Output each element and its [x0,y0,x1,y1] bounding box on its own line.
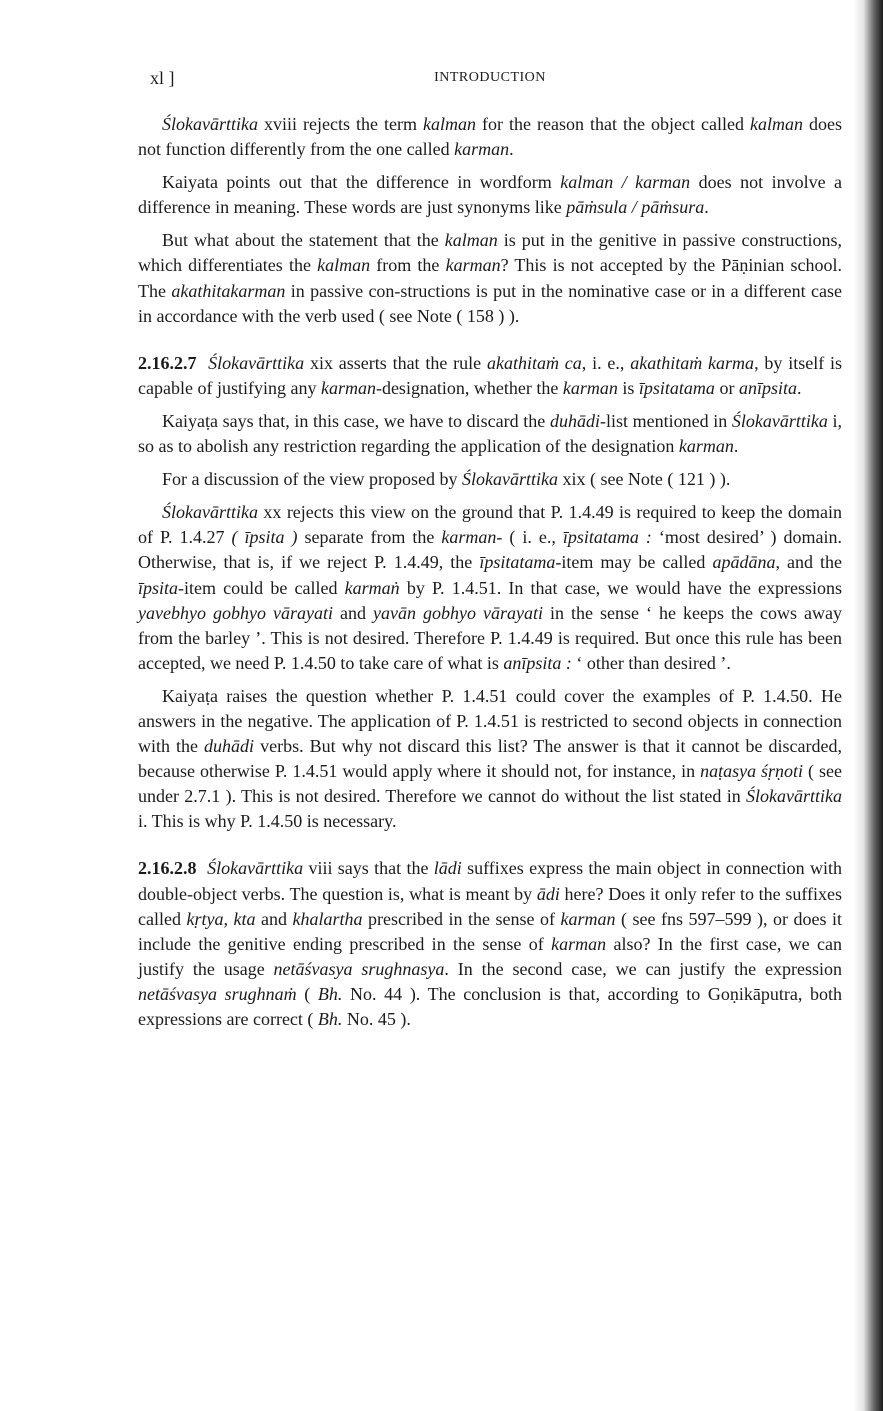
p9-s1: Ślokavārttika [207,858,304,879]
page-edge-shadow [853,0,883,1411]
page-number: xl ] [150,68,175,88]
p7-s10: -item may be called [555,552,713,573]
p2-s4: pāṁsula / pāṁsura [566,197,705,218]
p3-s4: kalman [317,255,371,276]
p4-s6: , by itself is capable of justifying any [138,352,843,398]
p5-s7: . [733,436,739,457]
p5-s2: duhādi [549,410,600,431]
p7-s22: ‘ other than desired ’. [571,652,731,673]
p8-s4: naṭasya śṛṇoti [700,761,804,782]
p9-s11: karman [560,908,616,929]
p5-s4: Ślokavārttika [731,410,828,431]
p9-s7: kṛtya, kta [186,908,256,929]
p2-s3: does not involve a difference in meaning. These words are just synonyms like [138,172,843,218]
p7-s13: īpsita [138,577,179,598]
p9-s2: viii says that the [303,858,434,879]
p7-s3: ( īpsita ) [231,527,298,548]
p7-s2: xx rejects this view on the ground that P. 1.4.49 is required to keep the domain of P. 1.4.27 [138,502,842,548]
p7-s8: ‘most desired’ ) domain. Otherwise, that is, if we reject P. 1.4.49, the [138,527,842,573]
p7-s7: īpsitatama : [562,527,652,548]
p3-s5: from the [370,255,446,276]
p2-s2: kalman / karman [560,172,691,193]
p7-s5: karman- [441,527,503,548]
p8-s6: Ślokavārttika [746,786,842,807]
p4-s9: karman [562,377,618,398]
p7-s4: separate from the [297,527,442,548]
p4-s3: akathitaṁ ca [486,352,582,373]
p9-s19: Bh. [317,983,343,1004]
p1-s6: does not function differently from the one called [138,114,843,160]
p7-s21: anīpsita : [503,652,572,673]
body-text [138,112,842,1032]
p3-s3: is put in the genitive in passive constructions, which differentiates the [138,230,842,276]
p3-s2: kalman [444,230,498,251]
p7-s1: Ślokavārttika [162,502,258,523]
p3-s6: karman [445,255,501,276]
p3-s1: But what about the statement that the [162,230,445,251]
paragraph-7 [138,500,842,676]
p6-s3: xix ( see Note ( 121 ) ). [557,469,731,490]
paragraph-8 [138,684,842,835]
p3-s8: akathitakarman [171,280,286,301]
p5-s6: karman [678,436,734,457]
paragraph-3 [138,228,842,328]
section-number: 2.16.2.8 [138,858,197,879]
p4-s11: īpsitatama [638,377,715,398]
p7-s14: -item could be called [178,577,345,598]
p8-s7: i. This is why P. 1.4.50 is necessary. [138,811,397,832]
p4-s1: Ślokavārttika [208,352,305,373]
p3-s9: in passive con-structions is put in the nominative case or in a different case in accordance with the verb used ( see Note ( 158 ) ). [138,280,842,326]
paragraph-2 [138,170,842,220]
p8-s1: Kaiyaṭa raises the question whether P. 1.4.51 could cover the examples of P. 1.4.50. He answers in the negative. The application of P. 1.4.51 is restricted to second objects in connection with the [138,685,842,757]
p9-s13: karman [551,933,607,954]
p4-s2: xix asserts that the rule [304,352,487,373]
p7-s16: by P. 1.4.51. In that case, we would have the expressions [399,577,843,598]
p9-s18: ( [296,983,318,1004]
p8-s3: verbs. But why not discard this list? The answer is that it cannot be discarded, because otherwise P. 1.4.51 would apply where it should not, for instance, in [138,736,842,782]
running-title: INTRODUCTION [434,70,546,85]
p4-s12: or [714,377,739,398]
p7-s9: īpsitatama [479,552,556,573]
p7-s15: karmaṅ [344,577,400,598]
p1-s4: for the reason that the object called [476,114,750,134]
p1-s3: kalman [423,114,476,134]
p9-s15: netāśvasya srughnasya [273,958,445,979]
p7-s18: and [332,602,373,623]
section-2-16-2-7 [138,351,842,401]
p2-s1: Kaiyata points out that the difference in wordform [162,172,561,193]
p4-s10: is [617,377,639,398]
p9-s5: ādi [536,883,560,904]
p1-s8: . [509,139,514,160]
running-head [150,68,842,92]
p9-s10: prescribed in the sense of [362,908,561,929]
p7-s20: in the sense ‘ he keeps the cows away from the barley ’. This is not desired. Therefore P. 1.4.49 is required. But once this rule has been accepted, we need P. 1.4.50 to take care of what is [138,602,842,673]
p9-s6: here? Does it only refer to the suffixes called [138,883,842,929]
p7-s6: ( i. e., [502,527,563,548]
p4-s8: -designation, whether the [375,377,563,398]
p1-s7: karman [454,139,510,160]
p9-s17: netāśvasya srughnaṁ [138,983,297,1004]
p7-s12: , and the [775,552,843,573]
p2-s5: . [704,197,709,218]
p5-s1: Kaiyaṭa says that, in this case, we have to discard the [162,410,550,431]
p4-s13: anīpsita [738,377,797,398]
p5-s3: -list mentioned in [599,410,732,431]
p8-s5: ( see under 2.7.1 ). This is not desired. Therefore we cannot do without the list stated in [138,761,842,807]
p9-s16: . In the second case, we can justify the expression [444,958,842,979]
p1-s2: xviii rejects the term [257,114,423,134]
paragraph-5 [138,409,842,459]
p8-s2: duhādi [204,736,255,757]
section-2-16-2-8 [138,856,842,1032]
p9-s4: suffixes express the main object in connection with double-object verbs. The question is, what is meant by [138,858,842,904]
p7-s19: yavān gobhyo vārayati [372,602,543,623]
p5-s5: i, so as to abolish any restriction regarding the application of the designation [138,410,842,457]
p4-s5: akathitaṁ karma [630,352,755,373]
p4-s4: , i. e., [581,352,631,373]
p9-s9: khalartha [292,908,363,929]
p1-s1: Ślokavārttika [162,114,258,134]
p4-s7: karman [320,377,376,398]
p6-s2: Ślokavārttika [461,469,558,490]
p9-s8: and [255,908,293,929]
p9-s21: Bh. [317,1009,343,1029]
paragraph-1 [138,112,842,162]
p9-s14: also? In the first case, we can justify the usage [138,933,842,979]
p9-s22: No. 45 ). [342,1009,411,1029]
p9-s20: No. 44 ). The conclusion is that, according to Goṇikāputra, both expressions are correct ( [138,983,842,1029]
p7-s17: yavebhyo gobhyo vārayati [138,602,333,623]
paragraph-6 [138,467,842,492]
p7-s11: apādāna [712,552,776,573]
p4-s14: . [796,377,802,398]
p9-s3: lādi [433,858,462,879]
p1-s5: kalman [750,114,803,134]
p3-s7: ? This is not accepted by the Pāṇinian school. The [138,255,843,301]
section-number: 2.16.2.7 [138,352,197,373]
p6-s1: For a discussion of the view proposed by [162,469,462,490]
p9-s12: ( see fns 597–599 ), or does it include the genitive ending prescribed in the sense of [138,908,842,954]
